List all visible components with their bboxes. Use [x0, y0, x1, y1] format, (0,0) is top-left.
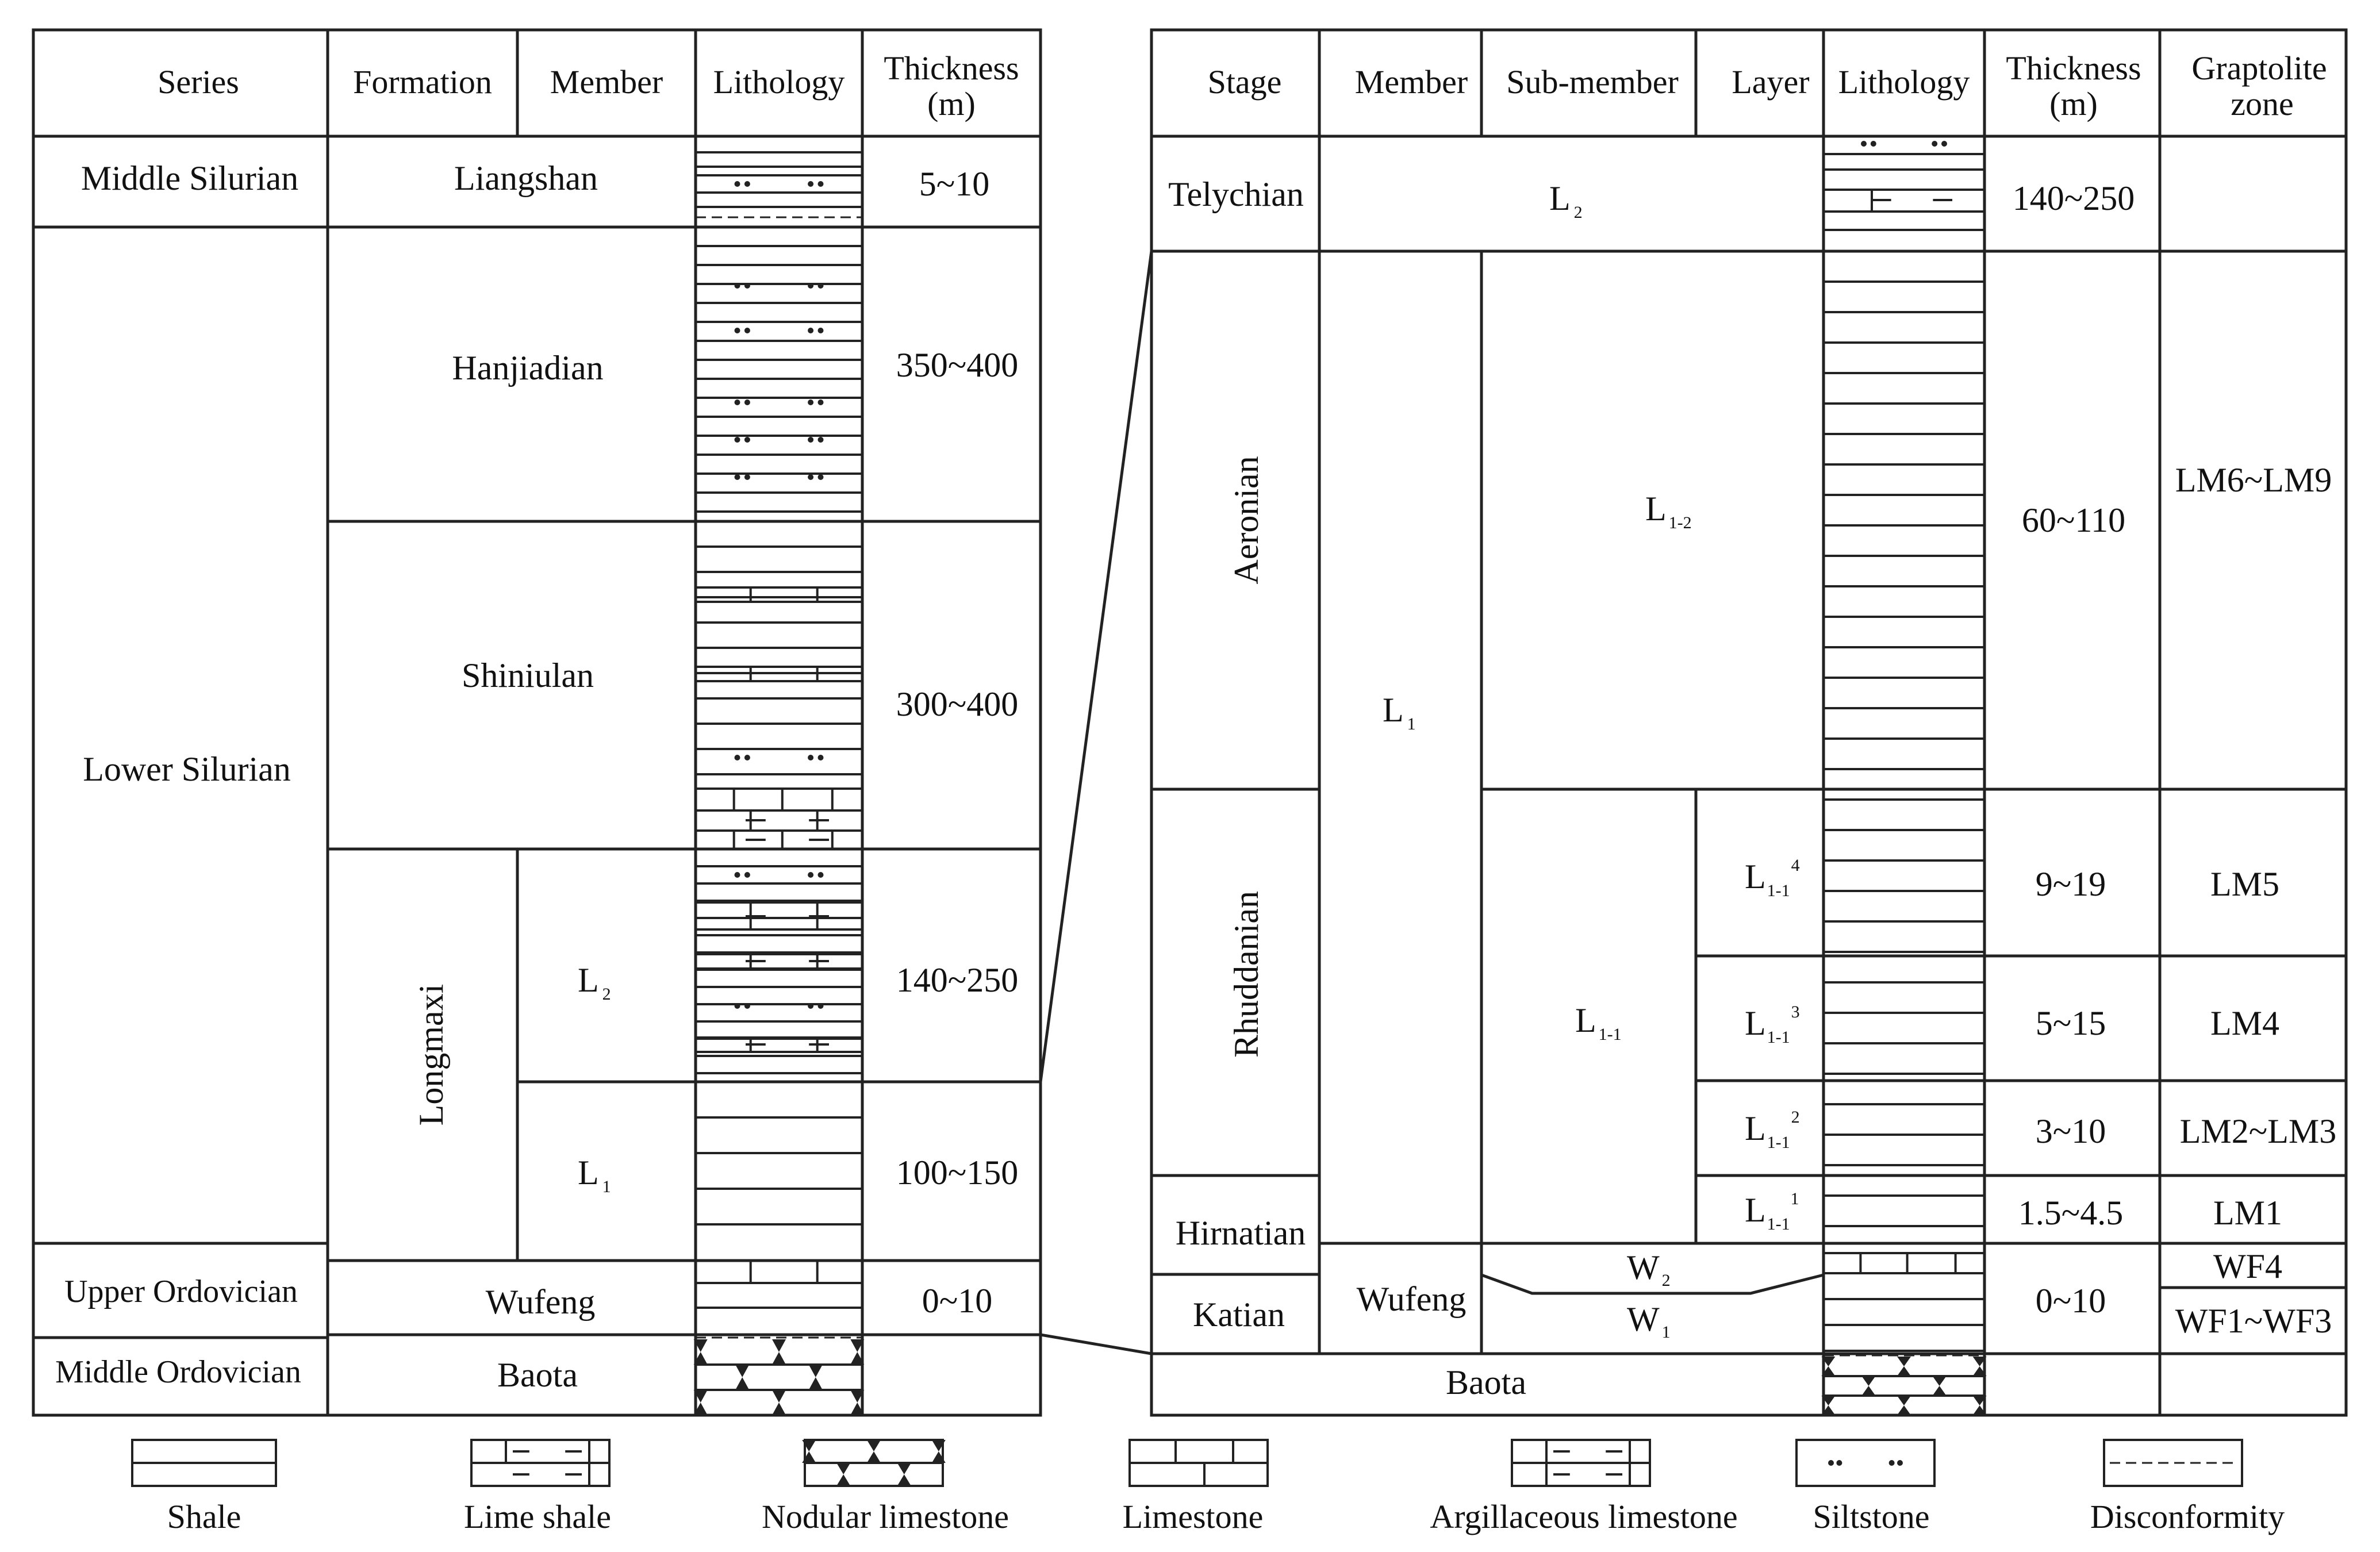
legend-labels — [167, 1498, 2285, 1535]
graptolite-lm2-lm3: LM2~LM3 — [2179, 1112, 2337, 1150]
left-table-header — [158, 49, 1019, 122]
thickness-shiniulan: 300~400 — [896, 685, 1019, 723]
siltstone-dot — [808, 399, 813, 405]
layer-l1-1-2: $L_{1-1}^2$ — [1745, 1108, 1800, 1152]
graptolite-lm5: LM5 — [2210, 865, 2279, 903]
connector-top — [1041, 251, 1151, 1082]
siltstone-dot — [1871, 141, 1876, 147]
stage-katian: Katian — [1193, 1296, 1285, 1334]
header-member: Member — [550, 63, 663, 101]
thickness-layer-1: 1.5~4.5 — [2018, 1194, 2124, 1232]
siltstone-dot — [808, 755, 813, 760]
legend-label-limestone: Limestone — [1122, 1498, 1264, 1535]
sub-member-l1-2: L $_{1-2}$ — [1645, 490, 1692, 532]
graptolite-lm1: LM1 — [2213, 1194, 2282, 1232]
left-table-frame — [33, 30, 1041, 1415]
legend-label-nodular-limestone: Nodular limestone — [761, 1498, 1009, 1535]
legend-symbol-5 — [1796, 1440, 1934, 1486]
header-series: Series — [158, 63, 239, 101]
nodule-mark — [1933, 1376, 1947, 1396]
thickness-liangshan: 5~10 — [919, 165, 990, 203]
header-lithology-right: Lithology — [1838, 63, 1970, 101]
legend-label-siltstone: Siltstone — [1813, 1498, 1930, 1535]
header-member-right: Member — [1354, 63, 1468, 101]
nodule-mark — [1861, 1376, 1875, 1396]
siltstone-dot — [735, 1003, 740, 1009]
siltstone-dot — [1897, 1460, 1903, 1466]
layer-l1-1-1: $L_{1-1}^1$ — [1745, 1189, 1799, 1234]
siltstone-dot — [818, 755, 824, 760]
siltstone-dot — [818, 872, 824, 878]
siltstone-dot — [1932, 141, 1937, 147]
siltstone-dot — [735, 328, 740, 333]
stage-rhuddanian: Rhuddanian — [1227, 891, 1265, 1058]
connector-bottom — [1041, 1335, 1151, 1354]
formation-liangshan: Liangshan — [454, 159, 598, 197]
siltstone-dot — [1836, 1460, 1842, 1466]
siltstone-dot — [735, 474, 740, 480]
sub-member-w2: W $_2$ — [1627, 1248, 1671, 1290]
right-lithology-column — [1821, 141, 1986, 1415]
formation-wufeng: Wufeng — [485, 1283, 596, 1321]
legend-symbol-4 — [1512, 1440, 1650, 1486]
thickness-telychian: 140~250 — [2012, 179, 2135, 217]
siltstone-dot — [735, 437, 740, 443]
siltstone-dot — [808, 328, 813, 333]
thickness-layer-4: 9~19 — [2035, 865, 2106, 903]
header-graptolite: Graptolite — [2191, 49, 2327, 87]
legend-box — [1796, 1440, 1934, 1486]
header-stage: Stage — [1207, 63, 1282, 101]
thickness-layer-2: 3~10 — [2035, 1112, 2106, 1150]
nodule-mark — [1897, 1396, 1911, 1415]
layer-l1-1-3: $L_{1-1}^3$ — [1745, 1002, 1800, 1047]
layer-l1-1-4: $L_{1-1}^4$ — [1745, 856, 1800, 900]
graptolite-lm4: LM4 — [2210, 1004, 2279, 1042]
siltstone-dot — [808, 474, 813, 480]
legend-box — [2104, 1440, 2242, 1486]
siltstone-dot — [735, 755, 740, 760]
legend-symbol-3 — [1130, 1440, 1268, 1486]
baota-right: Baota — [1446, 1363, 1526, 1401]
siltstone-dot — [744, 872, 750, 878]
siltstone-dot — [744, 328, 750, 333]
left-stratigraphic-table — [33, 30, 1041, 1415]
nodule-mark — [809, 1365, 823, 1390]
legend-symbol-0 — [132, 1440, 276, 1486]
graptolite-wf4: WF4 — [2213, 1247, 2282, 1285]
thickness-l1-2: 60~110 — [2021, 501, 2126, 539]
nodule-mark — [1897, 1357, 1911, 1376]
stage-aeronian: Aeronian — [1227, 456, 1265, 585]
series-middle-silurian: Middle Silurian — [80, 159, 299, 197]
legend-label-disconformity: Disconformity — [2090, 1498, 2285, 1535]
siltstone-dot — [1941, 141, 1947, 147]
siltstone-dot — [818, 283, 824, 289]
header-formation: Formation — [353, 63, 492, 101]
formation-baota: Baota — [497, 1356, 578, 1394]
siltstone-dot — [1889, 1460, 1895, 1466]
series-lower-silurian: Lower Silurian — [83, 750, 291, 788]
member-right-l2: L $_2$ — [1549, 179, 1583, 222]
thickness-wufeng: 0~10 — [922, 1282, 993, 1320]
legend-symbol-1 — [471, 1440, 609, 1486]
nodule-mark — [772, 1339, 786, 1365]
sub-member-l1-1: L $_{1-1}$ — [1575, 1001, 1622, 1044]
formation-hanjiadian: Hanjiadian — [452, 349, 604, 387]
header-graptolite-zone: zone — [2231, 85, 2294, 122]
header-thickness-right: Thickness — [2006, 49, 2141, 87]
siltstone-dot — [818, 181, 824, 187]
siltstone-dot — [744, 181, 750, 187]
member-l2: L $_2$ — [578, 961, 611, 1004]
header-thickness: Thickness — [884, 49, 1019, 87]
siltstone-dot — [818, 1003, 824, 1009]
siltstone-dot — [744, 399, 750, 405]
siltstone-dot — [744, 755, 750, 760]
siltstone-dot — [1828, 1460, 1834, 1466]
legend-label-argillaceous-limestone: Argillaceous limestone — [1430, 1498, 1738, 1535]
thickness-l2: 140~250 — [896, 961, 1019, 999]
graptolite-wf1-wf3: WF1~WF3 — [2175, 1302, 2332, 1340]
siltstone-dot — [735, 283, 740, 289]
thickness-layer-3: 5~15 — [2035, 1004, 2106, 1042]
stage-telychian: Telychian — [1168, 175, 1304, 213]
header-thickness-unit-right: (m) — [2049, 85, 2098, 122]
legend-label-shale: Shale — [167, 1498, 241, 1535]
siltstone-dot — [818, 474, 824, 480]
thickness-hanjiadian: 350~400 — [896, 346, 1019, 384]
connector-lines — [1041, 251, 1151, 1354]
stage-hirnatian: Hirnatian — [1175, 1214, 1306, 1252]
formation-shiniulan: Shiniulan — [461, 656, 594, 694]
nodule-mark — [867, 1440, 881, 1463]
legend-symbol-2 — [802, 1440, 946, 1486]
left-lithology-column — [694, 152, 865, 1415]
left-table-body — [55, 159, 1018, 1394]
legend-symbol-6 — [2104, 1440, 2242, 1486]
series-upper-ordovician: Upper Ordovician — [64, 1274, 298, 1309]
nodule-mark — [735, 1365, 749, 1390]
series-middle-ordovician: Middle Ordovician — [55, 1354, 301, 1390]
nodule-mark — [836, 1463, 850, 1486]
siltstone-dot — [744, 474, 750, 480]
siltstone-dot — [808, 1003, 813, 1009]
thickness-l1: 100~150 — [896, 1154, 1019, 1192]
siltstone-dot — [744, 1003, 750, 1009]
siltstone-dot — [1861, 141, 1867, 147]
nodule-mark — [897, 1463, 911, 1486]
member-right-l1: L $_1$ — [1383, 691, 1416, 733]
member-right-wufeng: Wufeng — [1356, 1280, 1467, 1318]
sub-member-w1: W $_1$ — [1627, 1300, 1671, 1342]
siltstone-dot — [735, 399, 740, 405]
siltstone-dot — [808, 437, 813, 443]
header-layer: Layer — [1732, 63, 1810, 101]
siltstone-dot — [818, 328, 824, 333]
member-l1: L $_1$ — [578, 1154, 611, 1196]
siltstone-dot — [818, 437, 824, 443]
siltstone-dot — [744, 283, 750, 289]
siltstone-dot — [735, 181, 740, 187]
siltstone-dot — [808, 872, 813, 878]
legend-label-lime-shale: Lime shale — [463, 1498, 612, 1535]
siltstone-dot — [744, 437, 750, 443]
legend-symbols — [132, 1440, 2242, 1486]
formation-longmaxi: Longmaxi — [412, 984, 450, 1126]
siltstone-dot — [808, 181, 813, 187]
header-thickness-unit: (m) — [927, 85, 976, 122]
thickness-wufeng-right: 0~10 — [2035, 1282, 2106, 1320]
nodule-mark — [772, 1390, 786, 1415]
siltstone-dot — [808, 283, 813, 289]
siltstone-dot — [818, 399, 824, 405]
siltstone-dot — [735, 872, 740, 878]
header-sub-member: Sub-member — [1506, 63, 1679, 101]
header-lithology: Lithology — [713, 63, 845, 101]
graptolite-lm6-lm9: LM6~LM9 — [2175, 461, 2332, 499]
